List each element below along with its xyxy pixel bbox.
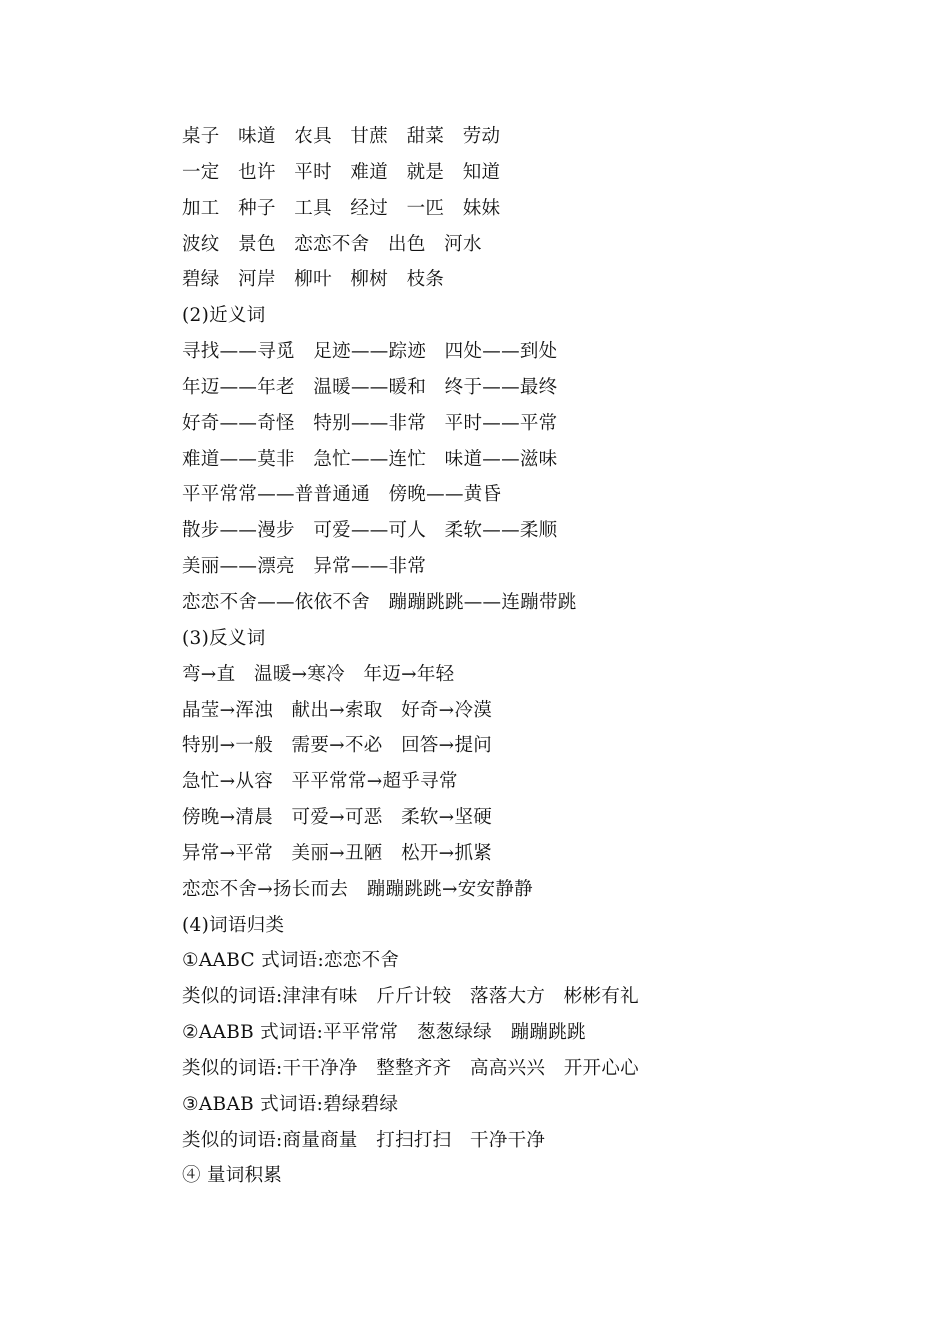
section-heading-antonyms: (3)反义词	[182, 627, 266, 649]
text-line: 一定 也许 平时 难道 就是 知道	[182, 161, 501, 183]
section-heading-synonyms: (2)近义词	[182, 305, 266, 327]
text-line: 年迈——年老 温暖——暖和 终于——最终	[182, 376, 558, 398]
text-line: ④ 量词积累	[182, 1165, 283, 1187]
text-line: 难道——莫非 急忙——连忙 味道——滋味	[182, 448, 558, 470]
text-line: ②AABB 式词语:平平常常 葱葱绿绿 蹦蹦跳跳	[182, 1022, 586, 1044]
text-line: 类似的词语:干干净净 整整齐齐 高高兴兴 开开心心	[182, 1057, 639, 1079]
text-line: 类似的词语:商量商量 打扫打扫 干净干净	[182, 1129, 546, 1151]
text-line: 晶莹→浑浊 献出→索取 好奇→冷漠	[182, 699, 493, 721]
text-line: 平平常常——普普通通 傍晚——黄昏	[182, 484, 502, 506]
text-line: 散步——漫步 可爱——可人 柔软——柔顺	[182, 520, 558, 542]
text-line: 恋恋不舍——依依不舍 蹦蹦跳跳——连蹦带跳	[182, 591, 577, 613]
section-heading-word-classification: (4)词语归类	[182, 914, 285, 936]
text-line: 弯→直 温暖→寒冷 年迈→年轻	[182, 663, 455, 685]
text-line: 美丽——漂亮 异常——非常	[182, 556, 427, 578]
text-line: 傍晚→清晨 可爱→可恶 柔软→坚硬	[182, 807, 493, 829]
document-body	[182, 119, 882, 1194]
text-line: ①AABC 式词语:恋恋不舍	[182, 950, 400, 972]
text-line: 类似的词语:津津有味 斤斤计较 落落大方 彬彬有礼	[182, 986, 639, 1008]
text-line: 加工 种子 工具 经过 一匹 妹妹	[182, 197, 501, 219]
text-line: 好奇——奇怪 特别——非常 平时——平常	[182, 412, 558, 434]
text-line: 波纹 景色 恋恋不舍 出色 河水	[182, 233, 482, 255]
text-line: 特别→一般 需要→不必 回答→提问	[182, 735, 493, 757]
text-line: 桌子 味道 农具 甘蔗 甜菜 劳动	[182, 126, 501, 147]
text-line: 寻找——寻觅 足迹——踪迹 四处——到处	[182, 341, 558, 363]
text-line: 恋恋不舍→扬长而去 蹦蹦跳跳→安安静静	[182, 878, 533, 900]
text-line: 异常→平常 美丽→丑陋 松开→抓紧	[182, 842, 493, 864]
text-line: ③ABAB 式词语:碧绿碧绿	[182, 1093, 399, 1115]
text-line: 急忙→从容 平平常常→超乎寻常	[182, 771, 458, 793]
text-line: 碧绿 河岸 柳叶 柳树 枝条	[182, 269, 445, 291]
